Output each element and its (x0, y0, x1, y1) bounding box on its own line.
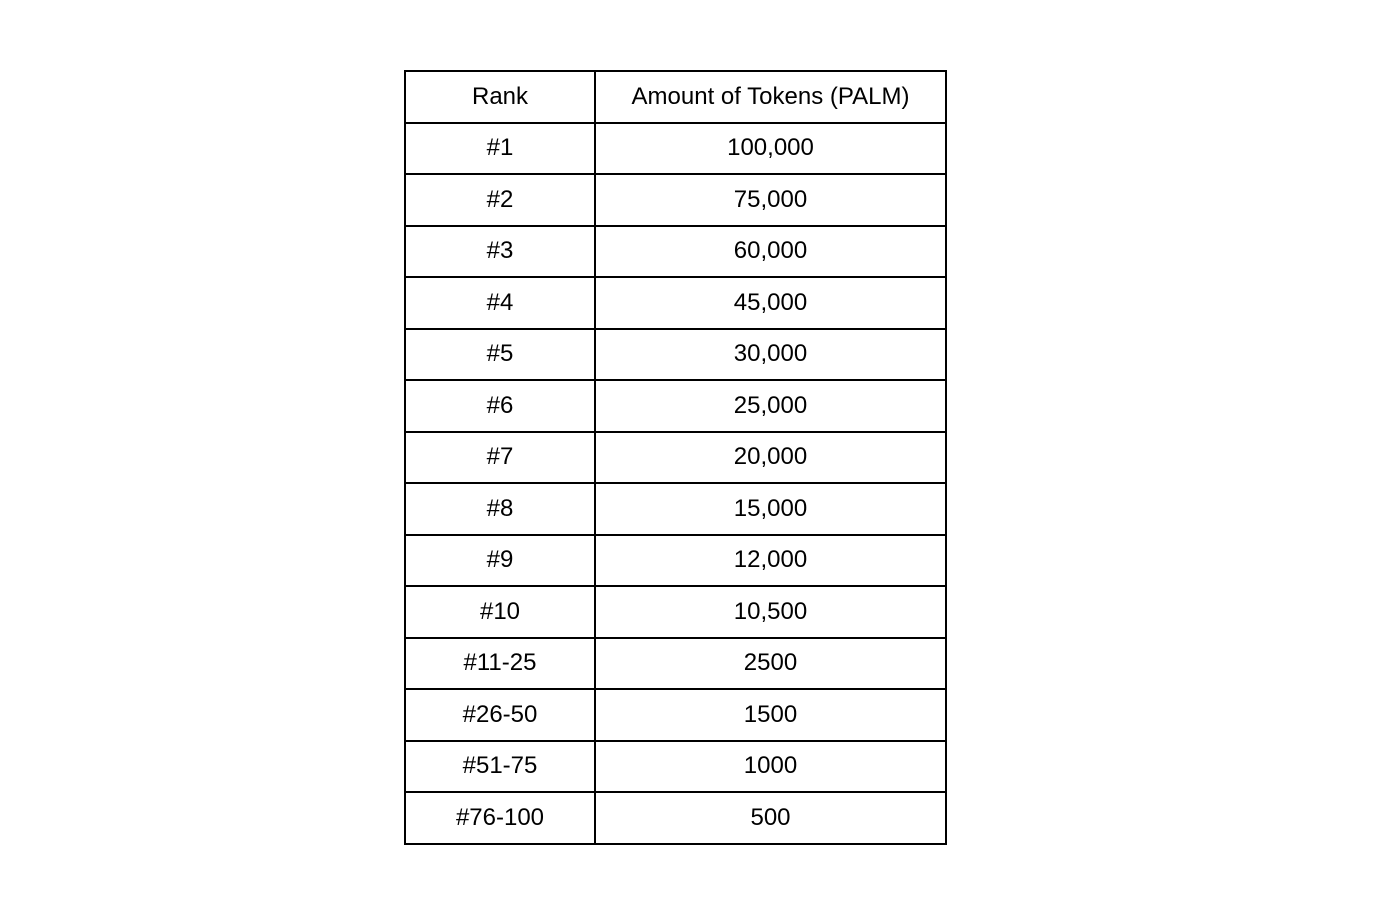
rank-cell: #2 (405, 174, 595, 226)
table-row (405, 792, 946, 844)
amount-cell: 75,000 (595, 174, 946, 226)
rank-cell: #76-100 (405, 792, 595, 844)
amount-cell: 25,000 (595, 380, 946, 432)
rank-cell: #7 (405, 432, 595, 484)
table-row (405, 483, 946, 535)
amount-cell: 1500 (595, 689, 946, 741)
rank-cell: #1 (405, 123, 595, 175)
table-row (405, 329, 946, 381)
rank-cell: #51-75 (405, 741, 595, 793)
table-row (405, 174, 946, 226)
rank-cell: #10 (405, 586, 595, 638)
table-row (405, 638, 946, 690)
rank-cell: #26-50 (405, 689, 595, 741)
rank-cell: #11-25 (405, 638, 595, 690)
rank-cell: #4 (405, 277, 595, 329)
table-header-row (405, 71, 946, 123)
amount-cell: 2500 (595, 638, 946, 690)
rank-cell: #6 (405, 380, 595, 432)
table-row (405, 689, 946, 741)
rewards-table (404, 70, 947, 845)
amount-cell: 30,000 (595, 329, 946, 381)
amount-cell: 20,000 (595, 432, 946, 484)
amount-column-header: Amount of Tokens (PALM) (595, 71, 946, 123)
amount-cell: 500 (595, 792, 946, 844)
amount-cell: 45,000 (595, 277, 946, 329)
table-row (405, 535, 946, 587)
rank-column-header: Rank (405, 71, 595, 123)
table-row (405, 432, 946, 484)
table-row (405, 586, 946, 638)
rank-cell: #9 (405, 535, 595, 587)
amount-cell: 10,500 (595, 586, 946, 638)
amount-cell: 1000 (595, 741, 946, 793)
table-row (405, 277, 946, 329)
amount-cell: 60,000 (595, 226, 946, 278)
table-row (405, 226, 946, 278)
rank-cell: #3 (405, 226, 595, 278)
rank-cell: #5 (405, 329, 595, 381)
table-row (405, 123, 946, 175)
table-row (405, 741, 946, 793)
rank-cell: #8 (405, 483, 595, 535)
rewards-table-container (404, 70, 947, 845)
table-row (405, 380, 946, 432)
amount-cell: 12,000 (595, 535, 946, 587)
amount-cell: 15,000 (595, 483, 946, 535)
amount-cell: 100,000 (595, 123, 946, 175)
